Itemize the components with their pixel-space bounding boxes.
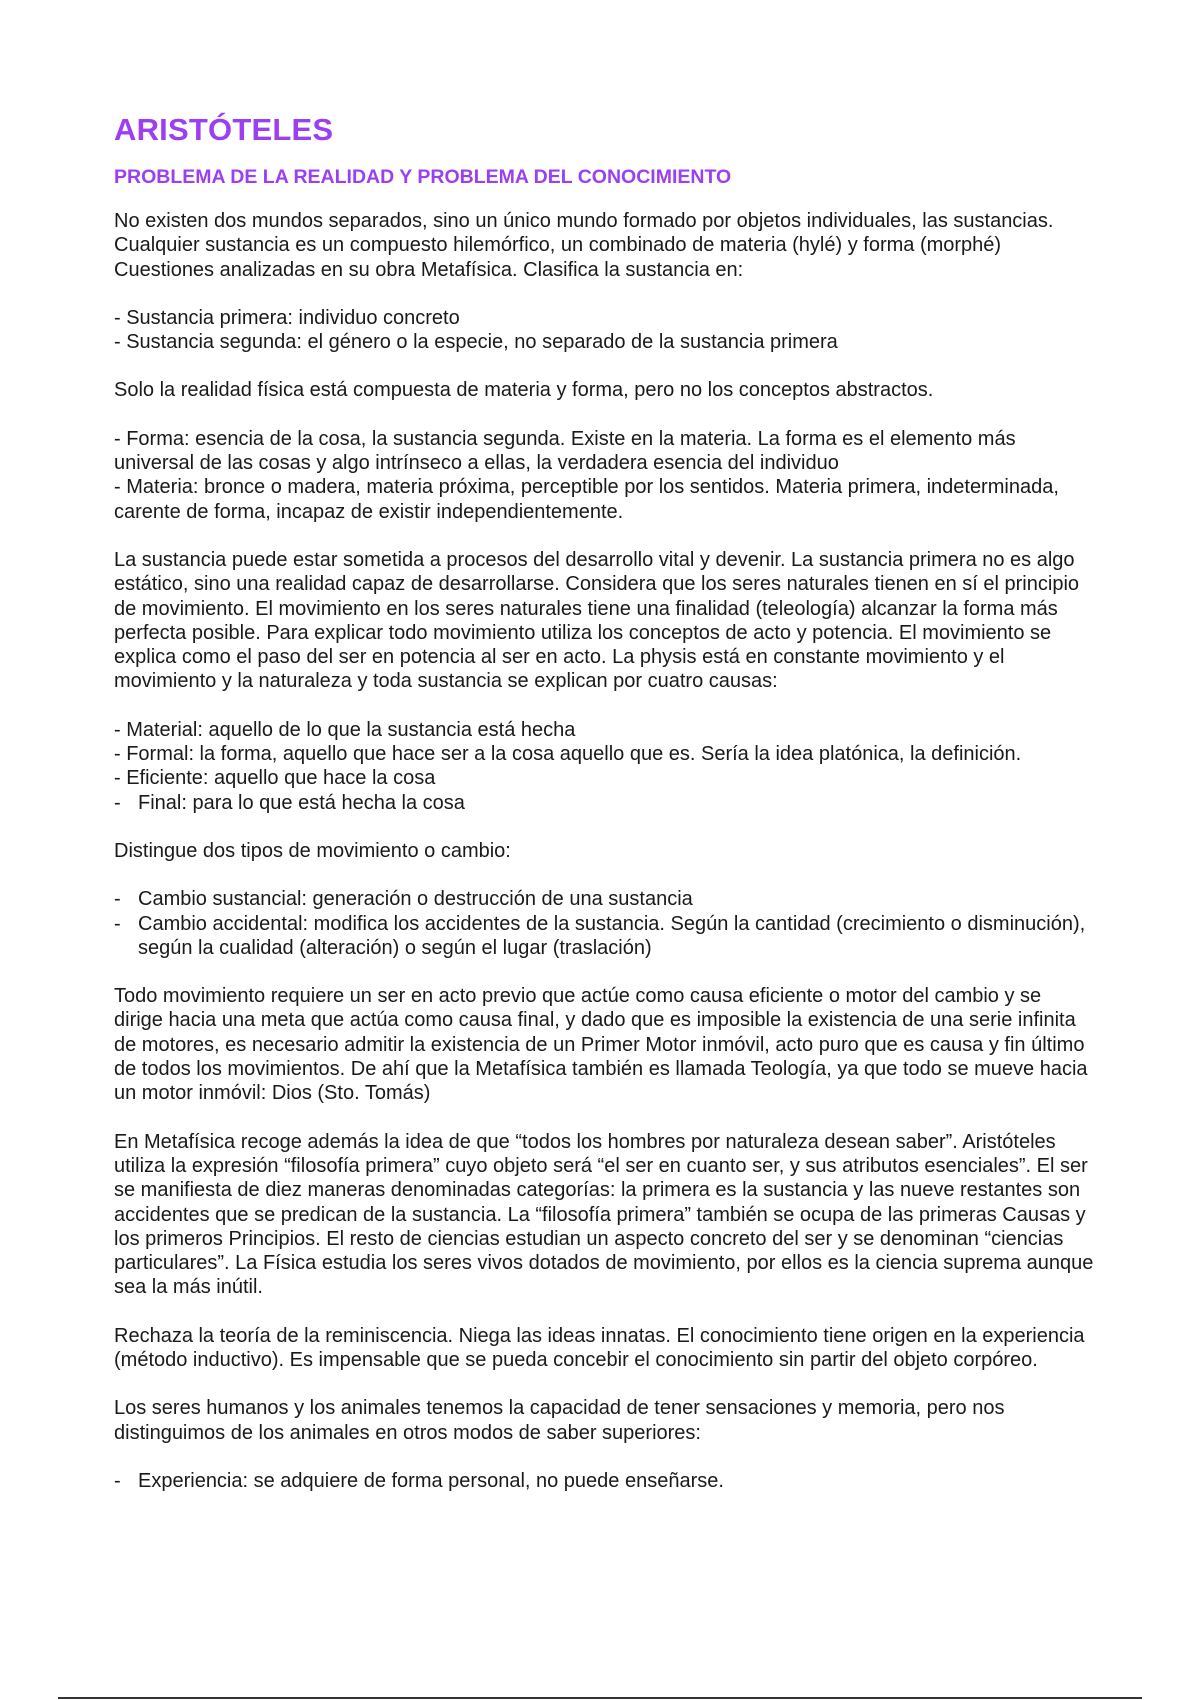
document-page [114,112,1094,1493]
paragraph-1: No existen dos mundos separados, sino un único mundo formado por objetos individuales, las sustancias. Cualquier sustancia es un compuesto hilemórfico, un combinado de materia (hylé) y forma (morphé) Cuestiones analizadas en su obra Metafísica. Clasifica la sustancia en: [114,210,1054,281]
list-item [114,1469,1094,1493]
list-item-text: Cambio accidental: modifica los accidentes de la sustancia. Según la cantidad (crecimiento o disminución), según la cualidad (alteración) o según el lugar (traslación) [138,912,1086,959]
list-item: - Sustancia segunda: el género o la especie, no separado de la sustancia primera [114,331,838,354]
list-item: - Formal: la forma, aquello que hace ser a la cosa aquello que es. Sería la idea platónica, la definición. [114,743,1022,766]
list-item-text: Cambio sustancial: generación o destrucción de una sustancia [138,888,693,911]
list-item: - Eficiente: aquello que hace la cosa [114,767,436,790]
list-item [114,791,1094,815]
list-dash: - [114,888,121,911]
section-heading: PROBLEMA DE LA REALIDAD Y PROBLEMA DEL CONOCIMIENTO [114,166,732,188]
paragraph-7: Rechaza la teoría de la reminiscencia. Niega las ideas innatas. El conocimiento tiene origen en la experiencia (método inductivo). Es impensable que se pueda concebir el conocimiento sin partir del objeto corpóreo. [114,1324,1085,1371]
list-dash: - [114,912,121,935]
list-item: - Forma: esencia de la cosa, la sustancia segunda. Existe en la materia. La forma es el elemento más universal de las cosas y algo intrínseco a ellas, la verdadera esencia del individuo [114,427,1016,475]
list-item [114,912,1094,961]
paragraph-5: Todo movimiento requiere un ser en acto previo que actúe como causa eficiente o motor del cambio y se dirige hacia una meta que actúa como causa final, y dado que es imposible la existencia de una serie infinita de motores, es necesario admitir la existencia de un Primer Motor inmóvil, acto puro que es causa y fin último de todos los movimientos. De ahí que la Metafísica también es llamada Teología, ya que todo se mueve hacia un motor inmóvil: Dios (Sto. Tomás) [114,985,1088,1105]
paragraph-8: Los seres humanos y los animales tenemos la capacidad de tener sensaciones y memoria, pero nos distinguimos de los animales en otros modos de saber superiores: [114,1397,1005,1444]
list-item: - Materia: bronce o madera, materia próxima, perceptible por los sentidos. Materia primera, indeterminada, carente de forma, incapaz de existir independientemente. [114,476,1059,523]
list-dash: - [114,791,121,814]
list-item: - Material: aquello de lo que la sustancia está hecha [114,718,576,741]
paragraph-2: Solo la realidad física está compuesta de materia y forma, pero no los conceptos abstractos. [114,379,934,402]
paragraph-3: La sustancia puede estar sometida a procesos del desarrollo vital y devenir. La sustancia primera no es algo estático, sino una realidad capaz de desarrollarse. Considera que los seres naturales tienen en sí el principio de movimiento. El movimiento en los seres naturales tiene una finalidad (teleología) alcanzar la forma más perfecta posible. Para explicar todo movimiento utiliza los conceptos de acto y potencia. El movimiento se explica como el paso del ser en potencia al ser en acto. La physis está en constante movimiento y el movimiento y la naturaleza y toda sustancia se explican por cuatro causas: [114,548,1080,693]
list-item [114,887,1094,911]
paragraph-4: Distingue dos tipos de movimiento o cambio: [114,839,511,862]
list-item-text: Experiencia: se adquiere de forma personal, no puede enseñarse. [138,1469,724,1492]
paragraph-6: En Metafísica recoge además la idea de que “todos los hombres por naturaleza desean saber”. Aristóteles utiliza la expresión “filosofía primera” cuyo objeto será “el ser en cuanto ser, y sus atributos esenciales”. El ser se manifiesta de diez maneras denominadas categorías: la primera es la sustancia y las nueve restantes son accidentes que se predican de la sustancia. La “filosofía primera” también se ocupa de las primeras Causas y los primeros Principios. El resto de ciencias estudian un aspecto concreto del ser y se denominan “ciencias particulares”. La Física estudia los seres vivos dotados de movimiento, por ellos es la ciencia suprema aunque sea la más inútil. [114,1130,1094,1299]
list-dash: - [114,1469,121,1492]
page-title: ARISTÓTELES [114,112,334,147]
list-item-text: Final: para lo que está hecha la cosa [138,791,465,814]
list-item: - Sustancia primera: individuo concreto [114,306,460,329]
page-bottom-rule [58,1697,1142,1699]
